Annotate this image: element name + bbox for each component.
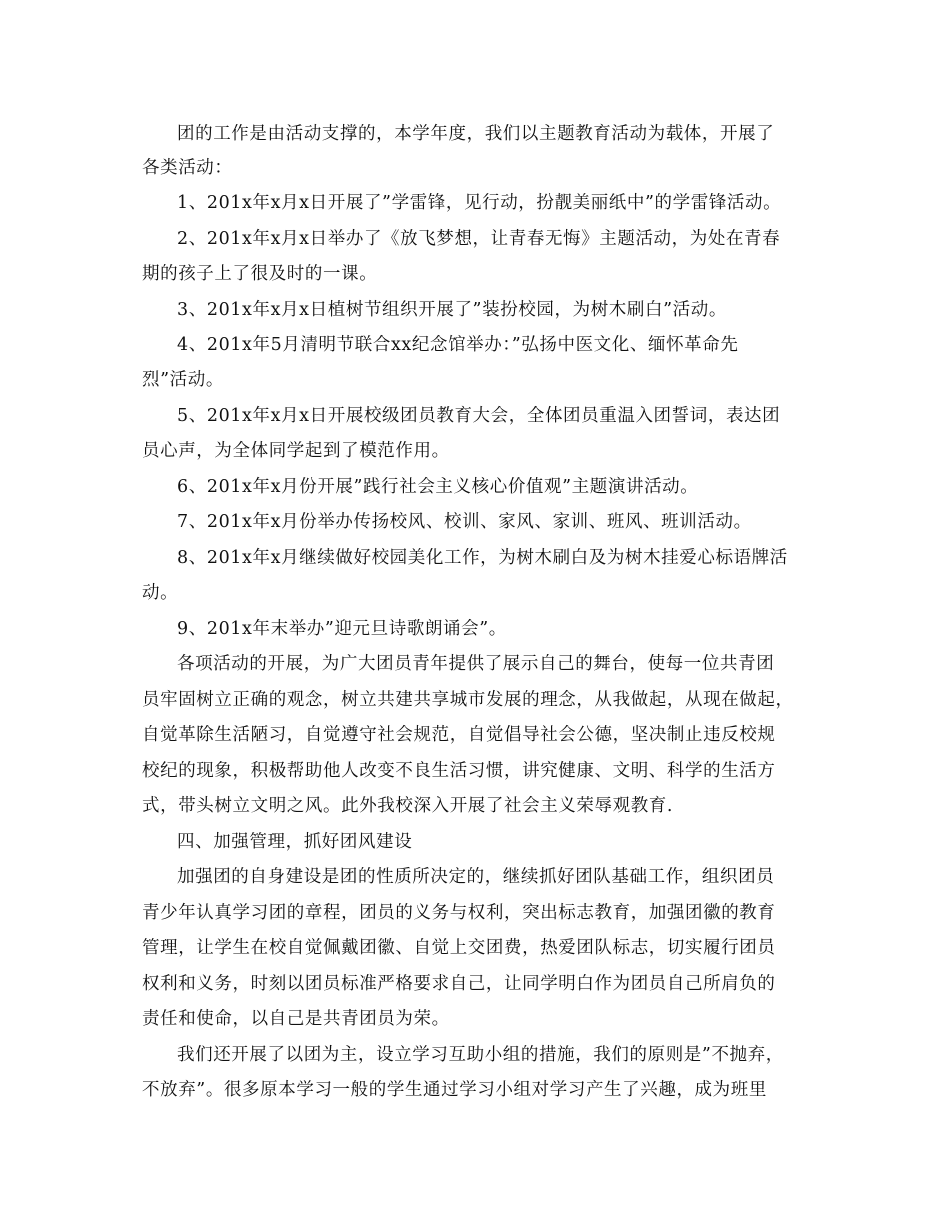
paragraph-line: 团的工作是由活动支撑的，本学年度，我们以主题教育活动为载体，开展了 <box>177 124 775 144</box>
paragraph-line: 责任和使命，以自己是共青团员为荣。 <box>142 1009 450 1029</box>
paragraph-line: 各项活动的开展，为广大团员青年提供了展示自己的舞台，使每一位共青团 <box>177 654 775 674</box>
list-item-line: 动。 <box>142 583 179 603</box>
list-item-line: 1、201x年x月x日开展了”学雷锋，见行动，扮靓美丽纸中”的学雷锋活动。 <box>177 193 782 213</box>
paragraph-line: 校纪的现象，积极帮助他人改变不良生活习惯，讲究健康、文明、科学的生活方 <box>142 761 776 781</box>
paragraph-line: 管理，让学生在校自觉佩戴团徽、自觉上交团费，热爱团队标志，切实履行团员 <box>142 938 776 958</box>
list-item-line: 4、201x年5月清明节联合xx纪念馆举办：”弘扬中医文化、缅怀革命先 <box>177 335 739 355</box>
list-item-line: 9、201x年末举办”迎元旦诗歌朗诵会”。 <box>177 619 507 639</box>
paragraph-line: 青少年认真学习团的章程，团员的义务与权利，突出标志教育，加强团徽的教育 <box>142 903 776 923</box>
paragraph-line: 员牢固树立正确的观念，树立共建共享城市发展的理念，从我做起，从现在做起， <box>142 690 794 710</box>
list-item-line: 8、201x年x月继续做好校园美化工作，为树木刷白及为树木挂爱心标语牌活 <box>177 548 788 568</box>
list-item-line: 期的孩子上了很及时的一课。 <box>142 264 378 284</box>
list-item-line: 烈”活动。 <box>142 370 224 390</box>
paragraph-line: 我们还开展了以团为主，设立学习互助小组的措施，我们的原则是”不抛弃， <box>177 1045 784 1065</box>
list-item-line: 3、201x年x月x日植树节组织开展了”装扮校园，为树木刷白”活动。 <box>177 300 727 320</box>
list-item-line: 2、201x年x月x日举办了《放飞梦想，让青春无悔》主题活动，为处在青春 <box>177 229 781 249</box>
list-item-line: 7、201x年x月份举办传扬校风、校训、家风、家训、班风、班训活动。 <box>177 512 752 532</box>
paragraph-line: 自觉革除生活陋习，自觉遵守社会规范，自觉倡导社会公德，坚决制止违反校规 <box>142 725 776 745</box>
list-item-line: 员心声，为全体同学起到了模范作用。 <box>142 441 450 461</box>
section-heading: 四、加强管理，抓好团风建设 <box>177 832 413 852</box>
paragraph-line: 式，带头树立文明之风。此外我校深入开展了社会主义荣辱观教育. <box>142 796 674 816</box>
paragraph-line: 各类活动： <box>142 158 233 178</box>
paragraph-line: 权利和义务，时刻以团员标准严格要求自己，让同学明白作为团员自己所肩负的 <box>142 974 776 994</box>
list-item-line: 6、201x年x月份开展”践行社会主义核心价值观”主题演讲活动。 <box>177 477 699 497</box>
paragraph-line: 不放弃”。很多原本学习一般的学生通过学习小组对学习产生了兴趣，成为班里 <box>142 1080 767 1100</box>
paragraph-line: 加强团的自身建设是团的性质所决定的，继续抓好团队基础工作，组织团员 <box>177 867 775 887</box>
list-item-line: 5、201x年x月x日开展校级团员教育大会，全体团员重温入团誓词，表达团 <box>177 406 781 426</box>
